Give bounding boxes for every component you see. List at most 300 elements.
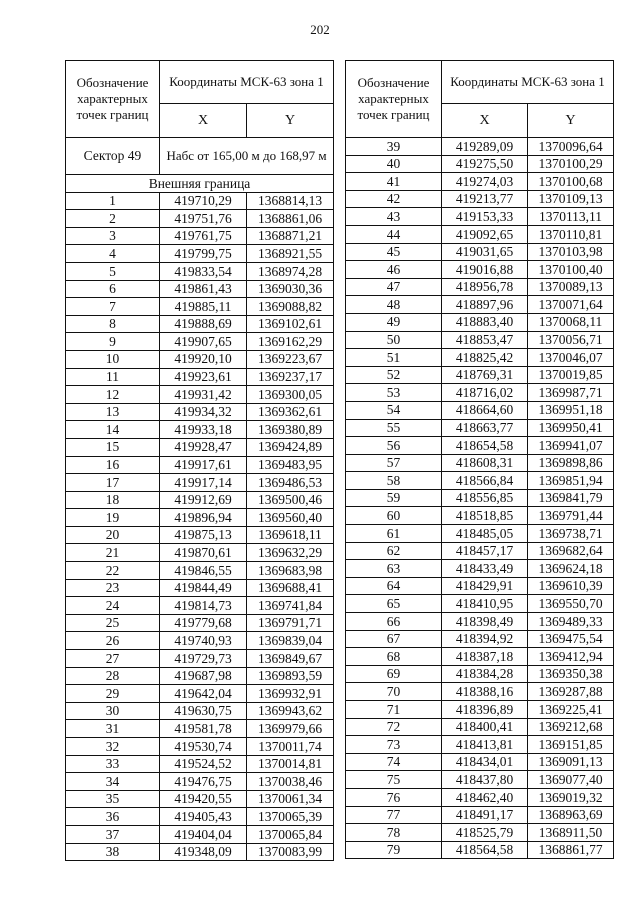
point-number-cell: 11 <box>66 368 160 386</box>
y-coordinate-cell: 1370068,11 <box>528 313 614 331</box>
point-number-cell: 15 <box>66 438 160 456</box>
point-number-cell: 73 <box>346 736 442 754</box>
y-coordinate-cell: 1370046,07 <box>528 349 614 367</box>
y-coordinate-cell: 1370071,64 <box>528 296 614 314</box>
y-coordinate-cell: 1369162,29 <box>247 333 334 351</box>
x-coordinate-cell: 418608,31 <box>442 454 528 472</box>
table-row <box>66 526 334 544</box>
point-number-cell: 79 <box>346 841 442 859</box>
x-coordinate-cell: 419870,61 <box>160 544 247 562</box>
point-number-cell: 69 <box>346 665 442 683</box>
table-row <box>66 333 334 351</box>
point-number-cell: 62 <box>346 542 442 560</box>
y-coordinate-cell: 1369893,59 <box>247 667 334 685</box>
point-number-cell: 52 <box>346 366 442 384</box>
point-number-cell: 65 <box>346 595 442 613</box>
page-number: 202 <box>310 22 330 37</box>
x-coordinate-cell: 419642,04 <box>160 685 247 703</box>
x-coordinate-cell: 419907,65 <box>160 333 247 351</box>
y-coordinate-cell: 1370019,85 <box>528 366 614 384</box>
table-row <box>346 138 614 156</box>
y-coordinate-cell: 1369500,46 <box>247 491 334 509</box>
y-coordinate-cell: 1369102,61 <box>247 315 334 333</box>
table-row <box>346 454 614 472</box>
x-coordinate-cell: 418518,85 <box>442 507 528 525</box>
table-row <box>346 489 614 507</box>
x-coordinate-cell: 418434,01 <box>442 753 528 771</box>
table-row <box>346 208 614 226</box>
y-coordinate-cell: 1370065,84 <box>247 825 334 843</box>
x-coordinate-cell: 419920,10 <box>160 350 247 368</box>
table-row <box>346 366 614 384</box>
y-coordinate-cell: 1370065,39 <box>247 808 334 826</box>
point-number-cell: 19 <box>66 509 160 527</box>
column-header-y: Y <box>528 104 614 138</box>
point-number-cell: 18 <box>66 491 160 509</box>
table-row <box>66 579 334 597</box>
table-row <box>346 595 614 613</box>
y-coordinate-cell: 1368911,50 <box>528 824 614 842</box>
table-row <box>346 155 614 173</box>
x-coordinate-cell: 418384,28 <box>442 665 528 683</box>
point-number-cell: 29 <box>66 685 160 703</box>
y-coordinate-cell: 1369077,40 <box>528 771 614 789</box>
y-coordinate-cell: 1369412,94 <box>528 648 614 666</box>
y-coordinate-cell: 1369091,13 <box>528 753 614 771</box>
y-coordinate-cell: 1369839,04 <box>247 632 334 650</box>
coordinates-table-right <box>345 60 614 859</box>
point-number-cell: 10 <box>66 350 160 368</box>
y-coordinate-cell: 1369475,54 <box>528 630 614 648</box>
table-row <box>66 315 334 333</box>
table-row <box>66 544 334 562</box>
table-row <box>346 296 614 314</box>
point-number-cell: 38 <box>66 843 160 861</box>
x-coordinate-cell: 418429,91 <box>442 577 528 595</box>
x-coordinate-cell: 419779,68 <box>160 614 247 632</box>
y-coordinate-cell: 1370109,13 <box>528 190 614 208</box>
x-coordinate-cell: 419934,32 <box>160 403 247 421</box>
y-coordinate-cell: 1369898,86 <box>528 454 614 472</box>
coordinates-table-left <box>65 60 334 861</box>
point-number-cell: 37 <box>66 825 160 843</box>
point-number-cell: 47 <box>346 278 442 296</box>
table-row <box>66 386 334 404</box>
x-coordinate-cell: 418485,05 <box>442 525 528 543</box>
point-number-cell: 16 <box>66 456 160 474</box>
table-row <box>346 771 614 789</box>
x-coordinate-cell: 419751,76 <box>160 210 247 228</box>
point-number-cell: 33 <box>66 755 160 773</box>
x-coordinate-cell: 419875,13 <box>160 526 247 544</box>
table-row <box>66 456 334 474</box>
y-coordinate-cell: 1369618,11 <box>247 526 334 544</box>
y-coordinate-cell: 1369362,61 <box>247 403 334 421</box>
x-coordinate-cell: 419275,50 <box>442 155 528 173</box>
x-coordinate-cell: 419928,47 <box>160 438 247 456</box>
y-coordinate-cell: 1368974,28 <box>247 262 334 280</box>
table-row <box>66 368 334 386</box>
table-row <box>346 173 614 191</box>
point-number-cell: 34 <box>66 773 160 791</box>
point-number-cell: 76 <box>346 788 442 806</box>
y-coordinate-cell: 1369632,29 <box>247 544 334 562</box>
x-coordinate-cell: 419729,73 <box>160 650 247 668</box>
point-number-cell: 71 <box>346 701 442 719</box>
x-coordinate-cell: 419888,69 <box>160 315 247 333</box>
x-coordinate-cell: 419348,09 <box>160 843 247 861</box>
y-coordinate-cell: 1370100,40 <box>528 261 614 279</box>
x-coordinate-cell: 418664,60 <box>442 401 528 419</box>
x-coordinate-cell: 419917,61 <box>160 456 247 474</box>
table-row <box>346 542 614 560</box>
table-row <box>66 720 334 738</box>
point-number-cell: 14 <box>66 421 160 439</box>
x-coordinate-cell: 419923,61 <box>160 368 247 386</box>
point-number-cell: 46 <box>346 261 442 279</box>
x-coordinate-cell: 419833,54 <box>160 262 247 280</box>
x-coordinate-cell: 419885,11 <box>160 298 247 316</box>
y-coordinate-cell: 1369987,71 <box>528 384 614 402</box>
table-row <box>346 384 614 402</box>
point-number-cell: 68 <box>346 648 442 666</box>
point-number-cell: 77 <box>346 806 442 824</box>
x-coordinate-cell: 419861,43 <box>160 280 247 298</box>
x-coordinate-cell: 418825,42 <box>442 349 528 367</box>
point-number-cell: 35 <box>66 790 160 808</box>
table-row <box>66 808 334 826</box>
point-number-cell: 56 <box>346 437 442 455</box>
table-row <box>346 349 614 367</box>
x-coordinate-cell: 418525,79 <box>442 824 528 842</box>
point-number-cell: 31 <box>66 720 160 738</box>
point-number-cell: 48 <box>346 296 442 314</box>
point-number-cell: 3 <box>66 227 160 245</box>
table-row <box>66 474 334 492</box>
y-coordinate-cell: 1369941,07 <box>528 437 614 455</box>
table-row <box>66 298 334 316</box>
y-coordinate-cell: 1369489,33 <box>528 613 614 631</box>
y-coordinate-cell: 1369424,89 <box>247 438 334 456</box>
x-coordinate-cell: 419933,18 <box>160 421 247 439</box>
table-row <box>66 773 334 791</box>
table-row <box>346 753 614 771</box>
point-number-cell: 9 <box>66 333 160 351</box>
x-coordinate-cell: 418437,80 <box>442 771 528 789</box>
x-coordinate-cell: 418388,16 <box>442 683 528 701</box>
x-coordinate-cell: 419844,49 <box>160 579 247 597</box>
y-coordinate-cell: 1369225,41 <box>528 701 614 719</box>
x-coordinate-cell: 419799,75 <box>160 245 247 263</box>
table-row <box>346 190 614 208</box>
sector-height-range: Набс от 165,00 м до 168,97 м <box>160 138 334 175</box>
point-number-cell: 32 <box>66 738 160 756</box>
x-coordinate-cell: 418394,92 <box>442 630 528 648</box>
point-number-cell: 23 <box>66 579 160 597</box>
point-number-cell: 1 <box>66 192 160 210</box>
point-number-cell: 25 <box>66 614 160 632</box>
x-coordinate-cell: 419912,69 <box>160 491 247 509</box>
x-coordinate-cell: 418457,17 <box>442 542 528 560</box>
y-coordinate-cell: 1369223,67 <box>247 350 334 368</box>
boundary-label: Внешняя граница <box>66 175 334 193</box>
y-coordinate-cell: 1369380,89 <box>247 421 334 439</box>
table-body-right <box>346 138 614 859</box>
y-coordinate-cell: 1368814,13 <box>247 192 334 210</box>
column-header-coordinates: Координаты МСК-63 зона 1 <box>160 61 334 104</box>
x-coordinate-cell: 419092,65 <box>442 225 528 243</box>
table-row <box>66 421 334 439</box>
column-header-y: Y <box>247 104 334 138</box>
table-row <box>346 437 614 455</box>
point-number-cell: 8 <box>66 315 160 333</box>
point-number-cell: 70 <box>346 683 442 701</box>
point-number-cell: 50 <box>346 331 442 349</box>
table-row <box>346 613 614 631</box>
table-row <box>346 525 614 543</box>
x-coordinate-cell: 418491,17 <box>442 806 528 824</box>
table-row <box>66 755 334 773</box>
y-coordinate-cell: 1369300,05 <box>247 386 334 404</box>
table-row <box>66 491 334 509</box>
table-row <box>346 401 614 419</box>
x-coordinate-cell: 419740,93 <box>160 632 247 650</box>
table-row <box>346 225 614 243</box>
table-row <box>66 614 334 632</box>
table-row <box>346 261 614 279</box>
table-row <box>346 472 614 490</box>
point-number-cell: 57 <box>346 454 442 472</box>
table-row <box>66 650 334 668</box>
point-number-cell: 44 <box>346 225 442 243</box>
table-row <box>66 685 334 703</box>
x-coordinate-cell: 418566,84 <box>442 472 528 490</box>
y-coordinate-cell: 1370096,64 <box>528 138 614 156</box>
y-coordinate-cell: 1370089,13 <box>528 278 614 296</box>
table-row <box>66 192 334 210</box>
y-coordinate-cell: 1368963,69 <box>528 806 614 824</box>
table-row <box>66 738 334 756</box>
y-coordinate-cell: 1369791,44 <box>528 507 614 525</box>
column-header-coordinates: Координаты МСК-63 зона 1 <box>442 61 614 104</box>
point-number-cell: 45 <box>346 243 442 261</box>
table-row <box>66 702 334 720</box>
point-number-cell: 51 <box>346 349 442 367</box>
table-row <box>346 243 614 261</box>
point-number-cell: 26 <box>66 632 160 650</box>
x-coordinate-cell: 419630,75 <box>160 702 247 720</box>
x-coordinate-cell: 419213,77 <box>442 190 528 208</box>
y-coordinate-cell: 1369682,64 <box>528 542 614 560</box>
y-coordinate-cell: 1369030,36 <box>247 280 334 298</box>
point-number-cell: 55 <box>346 419 442 437</box>
table-row <box>346 718 614 736</box>
point-number-cell: 41 <box>346 173 442 191</box>
table-row <box>346 419 614 437</box>
point-number-cell: 27 <box>66 650 160 668</box>
table-row <box>346 683 614 701</box>
y-coordinate-cell: 1368861,06 <box>247 210 334 228</box>
y-coordinate-cell: 1370110,81 <box>528 225 614 243</box>
x-coordinate-cell: 418556,85 <box>442 489 528 507</box>
table-row <box>346 648 614 666</box>
x-coordinate-cell: 419420,55 <box>160 790 247 808</box>
x-coordinate-cell: 418654,58 <box>442 437 528 455</box>
point-number-cell: 20 <box>66 526 160 544</box>
point-number-cell: 22 <box>66 562 160 580</box>
x-coordinate-cell: 419581,78 <box>160 720 247 738</box>
x-coordinate-cell: 418897,96 <box>442 296 528 314</box>
point-number-cell: 59 <box>346 489 442 507</box>
x-coordinate-cell: 419405,43 <box>160 808 247 826</box>
x-coordinate-cell: 418396,89 <box>442 701 528 719</box>
point-number-cell: 4 <box>66 245 160 263</box>
point-number-cell: 6 <box>66 280 160 298</box>
table-row <box>66 350 334 368</box>
y-coordinate-cell: 1370100,29 <box>528 155 614 173</box>
table-row <box>346 331 614 349</box>
y-coordinate-cell: 1369287,88 <box>528 683 614 701</box>
point-number-cell: 78 <box>346 824 442 842</box>
table-row <box>66 245 334 263</box>
x-coordinate-cell: 419153,33 <box>442 208 528 226</box>
table-row <box>346 824 614 842</box>
y-coordinate-cell: 1369212,68 <box>528 718 614 736</box>
x-coordinate-cell: 419274,03 <box>442 173 528 191</box>
table-row <box>346 788 614 806</box>
x-coordinate-cell: 418410,95 <box>442 595 528 613</box>
y-coordinate-cell: 1370083,99 <box>247 843 334 861</box>
table-row <box>66 210 334 228</box>
point-number-cell: 5 <box>66 262 160 280</box>
table-row <box>346 806 614 824</box>
y-coordinate-cell: 1369560,40 <box>247 509 334 527</box>
y-coordinate-cell: 1369841,79 <box>528 489 614 507</box>
point-number-cell: 54 <box>346 401 442 419</box>
y-coordinate-cell: 1369849,67 <box>247 650 334 668</box>
point-number-cell: 42 <box>346 190 442 208</box>
y-coordinate-cell: 1370038,46 <box>247 773 334 791</box>
y-coordinate-cell: 1369486,53 <box>247 474 334 492</box>
y-coordinate-cell: 1370061,34 <box>247 790 334 808</box>
point-number-cell: 30 <box>66 702 160 720</box>
point-number-cell: 61 <box>346 525 442 543</box>
y-coordinate-cell: 1369851,94 <box>528 472 614 490</box>
x-coordinate-cell: 418413,81 <box>442 736 528 754</box>
point-number-cell: 53 <box>346 384 442 402</box>
table-row <box>346 630 614 648</box>
x-coordinate-cell: 418883,40 <box>442 313 528 331</box>
y-coordinate-cell: 1370103,98 <box>528 243 614 261</box>
x-coordinate-cell: 419917,14 <box>160 474 247 492</box>
table-row <box>66 280 334 298</box>
x-coordinate-cell: 418663,77 <box>442 419 528 437</box>
point-number-cell: 13 <box>66 403 160 421</box>
point-number-cell: 2 <box>66 210 160 228</box>
x-coordinate-cell: 419530,74 <box>160 738 247 756</box>
x-coordinate-cell: 419761,75 <box>160 227 247 245</box>
y-coordinate-cell: 1369738,71 <box>528 525 614 543</box>
y-coordinate-cell: 1369791,71 <box>247 614 334 632</box>
table-row <box>66 597 334 615</box>
column-header-x: X <box>442 104 528 138</box>
point-number-cell: 28 <box>66 667 160 685</box>
point-number-cell: 24 <box>66 597 160 615</box>
point-number-cell: 72 <box>346 718 442 736</box>
column-header-point-name: Обозначение характерных точек границ <box>66 61 160 138</box>
x-coordinate-cell: 419931,42 <box>160 386 247 404</box>
table-row <box>66 562 334 580</box>
y-coordinate-cell: 1369979,66 <box>247 720 334 738</box>
table-row <box>346 278 614 296</box>
x-coordinate-cell: 419896,94 <box>160 509 247 527</box>
point-number-cell: 7 <box>66 298 160 316</box>
x-coordinate-cell: 418853,47 <box>442 331 528 349</box>
y-coordinate-cell: 1369951,18 <box>528 401 614 419</box>
x-coordinate-cell: 418433,49 <box>442 560 528 578</box>
table-row <box>346 507 614 525</box>
table-row <box>66 438 334 456</box>
y-coordinate-cell: 1369624,18 <box>528 560 614 578</box>
table-row <box>66 227 334 245</box>
sector-label: Сектор 49 <box>66 138 160 175</box>
table-row <box>346 701 614 719</box>
x-coordinate-cell: 419710,29 <box>160 192 247 210</box>
table-row <box>66 632 334 650</box>
x-coordinate-cell: 418462,40 <box>442 788 528 806</box>
y-coordinate-cell: 1369088,82 <box>247 298 334 316</box>
column-header-point-name: Обозначение характерных точек границ <box>346 61 442 138</box>
y-coordinate-cell: 1370113,11 <box>528 208 614 226</box>
point-number-cell: 39 <box>346 138 442 156</box>
x-coordinate-cell: 419016,88 <box>442 261 528 279</box>
y-coordinate-cell: 1369610,39 <box>528 577 614 595</box>
point-number-cell: 64 <box>346 577 442 595</box>
point-number-cell: 49 <box>346 313 442 331</box>
y-coordinate-cell: 1370011,74 <box>247 738 334 756</box>
x-coordinate-cell: 419404,04 <box>160 825 247 843</box>
x-coordinate-cell: 419031,65 <box>442 243 528 261</box>
point-number-cell: 63 <box>346 560 442 578</box>
point-number-cell: 67 <box>346 630 442 648</box>
x-coordinate-cell: 419814,73 <box>160 597 247 615</box>
y-coordinate-cell: 1369550,70 <box>528 595 614 613</box>
x-coordinate-cell: 418400,41 <box>442 718 528 736</box>
y-coordinate-cell: 1368861,77 <box>528 841 614 859</box>
point-number-cell: 58 <box>346 472 442 490</box>
point-number-cell: 75 <box>346 771 442 789</box>
point-number-cell: 17 <box>66 474 160 492</box>
y-coordinate-cell: 1370014,81 <box>247 755 334 773</box>
point-number-cell: 36 <box>66 808 160 826</box>
y-coordinate-cell: 1369019,32 <box>528 788 614 806</box>
table-body-left <box>66 138 334 861</box>
y-coordinate-cell: 1369741,84 <box>247 597 334 615</box>
y-coordinate-cell: 1369350,38 <box>528 665 614 683</box>
x-coordinate-cell: 418564,58 <box>442 841 528 859</box>
table-row <box>66 843 334 861</box>
table-row <box>346 841 614 859</box>
y-coordinate-cell: 1369943,62 <box>247 702 334 720</box>
table-row <box>66 403 334 421</box>
y-coordinate-cell: 1369932,91 <box>247 685 334 703</box>
point-number-cell: 40 <box>346 155 442 173</box>
point-number-cell: 12 <box>66 386 160 404</box>
table-row <box>66 667 334 685</box>
point-number-cell: 43 <box>346 208 442 226</box>
x-coordinate-cell: 418956,78 <box>442 278 528 296</box>
table-row <box>346 560 614 578</box>
